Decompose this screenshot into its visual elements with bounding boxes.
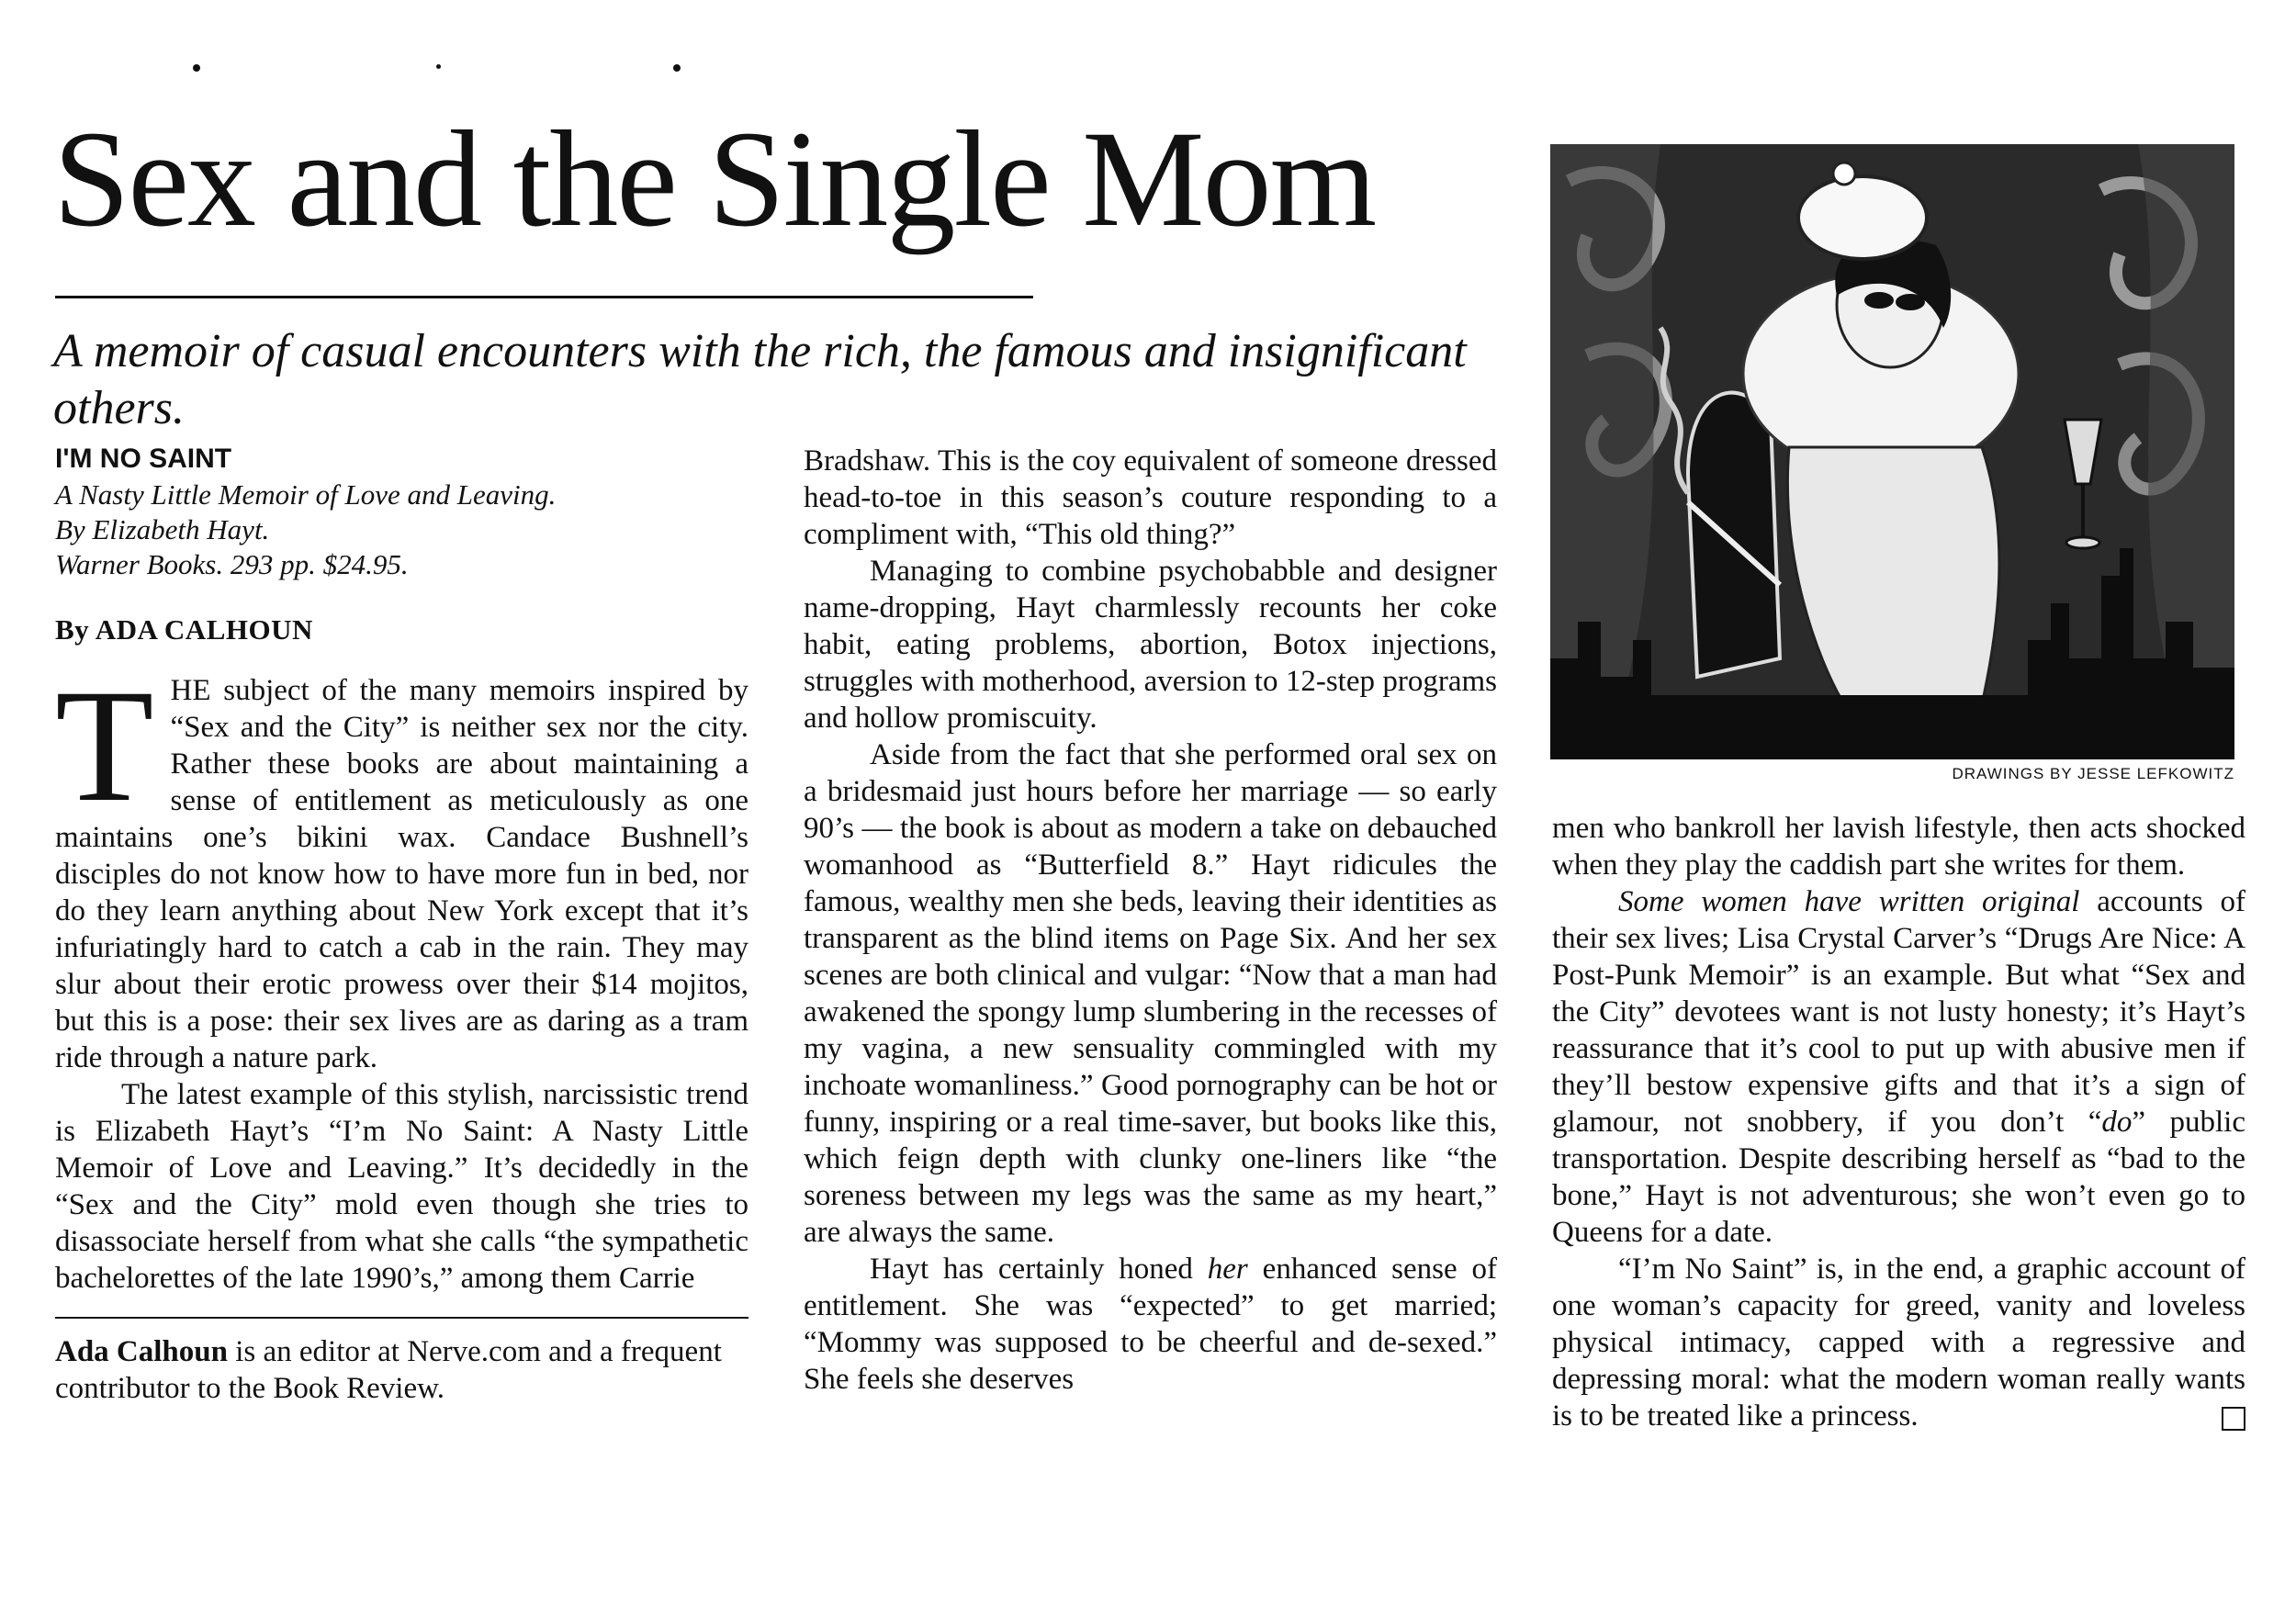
p7-text: “I’m No Saint” is, in the end, a graphic account of one woman’s capacity for greed, vanity and loveless physical intimacy, capped with a regressive and depressing moral: what the modern woman really wants is to be treated like a princess. bbox=[1552, 1253, 2245, 1433]
p6-do: do bbox=[2101, 1106, 2133, 1139]
p5-emphasis: her bbox=[1207, 1253, 1248, 1286]
hat-ornament bbox=[1833, 163, 1855, 185]
illustration bbox=[1550, 144, 2234, 759]
hat bbox=[1798, 176, 1927, 259]
glass-base bbox=[2066, 537, 2099, 548]
paragraph-4: Aside from the fact that she performed oral sex on a bridesmaid just hours before her marriage — so early 90’s — the book is about as modern a take on debauched womanhood as “Butterfield 8.” Hayt ridicules the famous, wealthy men she beds, leaving their identities as transparent as the blind items on Page Six. And her sex scenes are both clinical and vulgar: “Now that a man had awakened the spongy lump slumbering in the recesses of my vagina, a new sensuality commingled with my inchoate womanliness.” Good pornography can be hot or funny, inspiring or a real time-saver, but books like this, which feign depth with clunky one-liners like “the soreness between my legs was the same as my heart,” are always the same. bbox=[804, 738, 1497, 1249]
paragraph-5-continued: men who bankroll her lavish lifestyle, then acts shocked when they play the caddish part she writes for them. bbox=[1552, 812, 2245, 882]
illustration-drawing bbox=[1550, 144, 2234, 759]
p6-end: ” public transportation. Despite describing herself as “bad to the bone,” Hayt is not adventurous; she won’t even go to Queens for a date. bbox=[1552, 1106, 2245, 1249]
column-2 bbox=[804, 443, 1497, 1398]
drop-cap: T bbox=[55, 657, 154, 836]
chair bbox=[1688, 393, 1780, 677]
byline: By ADA CALHOUN bbox=[55, 613, 313, 646]
deck: A memoir of casual encounters with the rich, the famous and insignificant others. bbox=[53, 325, 1467, 435]
bio-name: Ada Calhoun bbox=[55, 1335, 228, 1368]
bio-rule bbox=[55, 1317, 748, 1319]
author-bio bbox=[55, 1333, 748, 1407]
dot bbox=[193, 64, 200, 72]
lead-paragraph bbox=[55, 657, 748, 1076]
headline: Sex and the Single Mom bbox=[53, 103, 1376, 255]
decorative-dots bbox=[0, 55, 918, 73]
headline-rule bbox=[55, 296, 1033, 298]
paragraph-2: The latest example of this stylish, narcissistic trend is Elizabeth Hayt’s “I’m No Saint: A Nasty Little Memoir of Love and Leaving.” It’s decidedly in the “Sex and the City” mold even though she tries to disassociate herself from what she calls “the sympathetic bachelorettes of the late 1990’s,” among them Carrie bbox=[55, 1078, 748, 1295]
paragraph-7 bbox=[1552, 1251, 2245, 1434]
column-1 bbox=[55, 441, 748, 1407]
p5-text-b: enhanced sense of entitlement. She was “expected” to get married; “Mommy was supposed to be cheerful and de-sexed.” She feels she deserves bbox=[804, 1253, 1498, 1396]
sunglasses bbox=[1864, 292, 1894, 309]
paragraph-6 bbox=[1552, 883, 2245, 1251]
paragraph-2-continued: Bradshaw. This is the coy equivalent of someone dressed head-to-toe in this season’s couture responding to a compliment with, “This old thing?” bbox=[804, 444, 1497, 551]
book-publisher: Warner Books. 293 pp. $24.95. bbox=[55, 548, 409, 580]
sunglasses bbox=[1896, 294, 1925, 310]
bio-text: is an editor at Nerve.com and a frequent contributor to the Book Review. bbox=[55, 1335, 722, 1405]
dot bbox=[673, 64, 681, 72]
paragraph-5 bbox=[804, 1251, 1497, 1398]
book-subtitle: A Nasty Little Memoir of Love and Leaving. bbox=[55, 478, 557, 511]
paragraph-3: Managing to combine psychobabble and designer name-dropping, Hayt charmlessly recounts her coke habit, eating problems, abortion, Botox injections, struggles with motherhood, aversion to 12-step programs and hollow promiscuity. bbox=[804, 555, 1497, 735]
book-author: By Elizabeth Hayt. bbox=[55, 513, 270, 545]
book-title: I'M NO SAINT bbox=[55, 444, 232, 474]
column-3 bbox=[1552, 810, 2245, 1434]
lead-text: HE subject of the many memoirs inspired by “Sex and the City” is neither sex nor the city. Rather these books are about maintaining a sense of entitlement as meticulously as one maintains one’s bikini wax. Candace Bushnell’s disciples do not know how to have more fun in bed, nor do they learn anything about New York except that it’s infuriatingly hard to catch a cab in the rain. They may slur about their erotic prowess over their $14 mojitos, but this is a pose: their sex lives are as daring as a tram ride through a nature park. bbox=[55, 674, 748, 1074]
p5-text-a: Hayt has certainly honed bbox=[870, 1253, 1208, 1286]
p6-emphasis: Some women have written original bbox=[1618, 885, 2080, 918]
p6-text: accounts of their sex lives; Lisa Crystal Carver’s “Drugs Are Nice: A Post-Punk Memoir” is an example. But what “Sex and the City” devotees want is not lusty honesty; it’s Hayt’s reassurance that it’s cool to put up with abusive men if they’ll bestow expensive gifts and that it’s a sign of glamour, not snobbery, if you don’t “ bbox=[1552, 885, 2245, 1139]
illustration-credit: DRAWINGS BY JESSE LEFKOWITZ bbox=[1952, 765, 2234, 782]
dot bbox=[436, 64, 441, 69]
end-mark-icon bbox=[2222, 1407, 2245, 1431]
